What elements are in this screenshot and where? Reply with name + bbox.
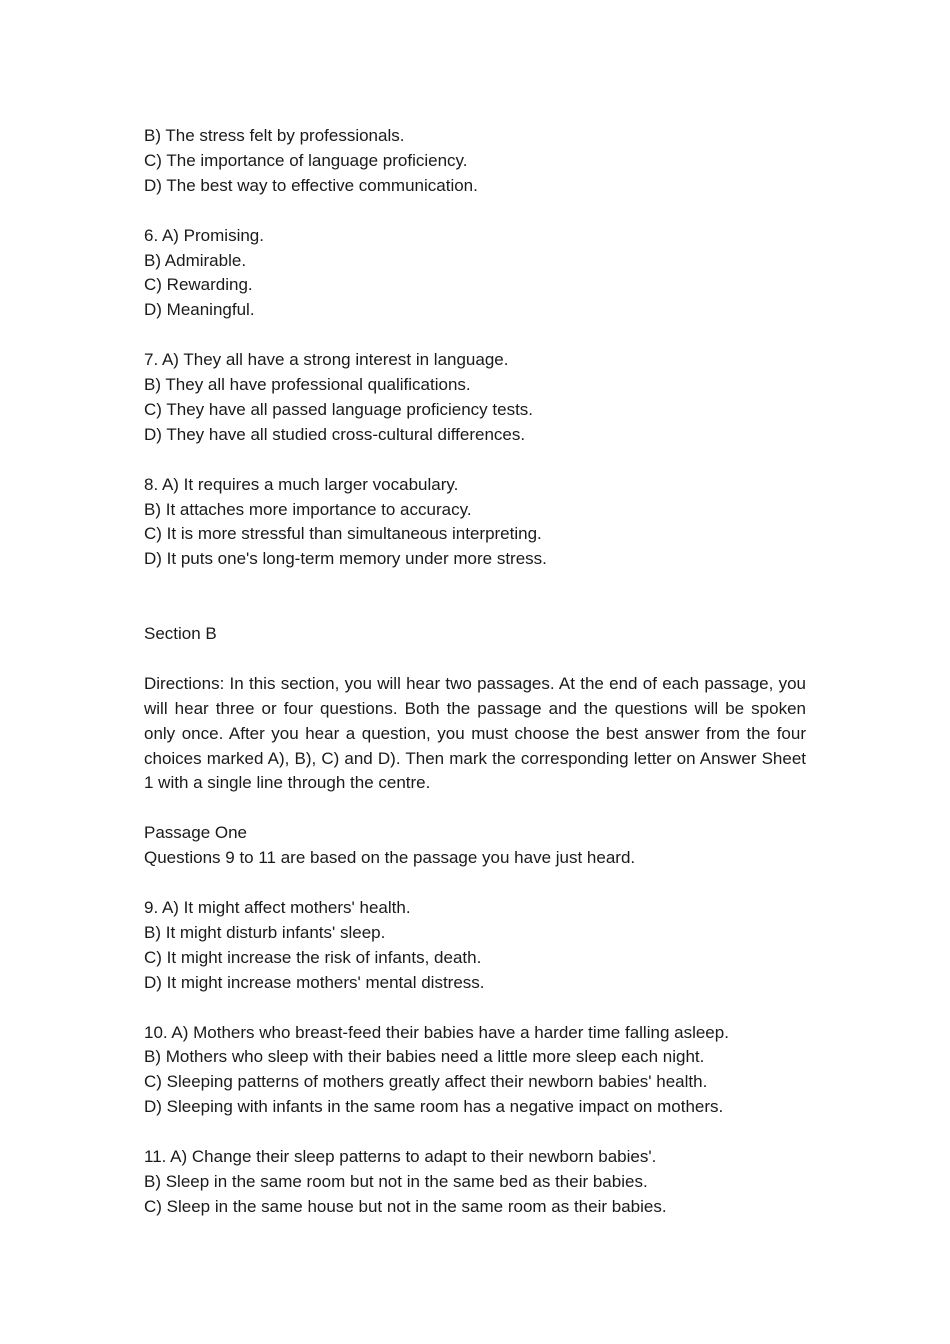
option-7c: C) They have all passed language proficiency tests. [144,399,534,419]
question-9 [144,896,806,996]
option-9b: B) It might disturb infants' sleep. [144,922,386,942]
option-9c: C) It might increase the risk of infants, death. [144,947,482,967]
option-9a: 9. A) It might affect mothers' health. [144,897,411,917]
option-10d: D) Sleeping with infants in the same room has a negative impact on mothers. [144,1097,724,1117]
question-7 [144,348,806,448]
option-9d: D) It might increase mothers' mental distress. [144,972,485,992]
option-8c: C) It is more stressful than simultaneous interpreting. [144,524,542,544]
section-heading: Section B [144,624,217,644]
option-6d: D) Meaningful. [144,300,255,320]
option-11a: 11. A) Change their sleep patterns to adapt to their newborn babies'. [144,1147,657,1167]
question-5-options [144,124,806,199]
directions-paragraph: Directions: In this section, you will hear two passages. At the end of each passage, you will hear three or four questions. Both the passage and the questions will be spoken only once. After you hear a question, you must choose the best answer from the four choices marked A), B), C) and D). Then mark the corresponding letter on Answer Sheet 1 with a single line through the centre. [144,673,806,793]
option-6c: C) Rewarding. [144,275,253,295]
option-6b: B) Admirable. [144,250,247,270]
option-8a: 8. A) It requires a much larger vocabulary. [144,474,459,494]
option-6a: 6. A) Promising. [144,225,264,245]
question-8 [144,473,806,573]
option-10c: C) Sleeping patterns of mothers greatly affect their newborn babies' health. [144,1072,708,1092]
option-5c: C) The importance of language proficiency. [144,150,468,170]
option-5b: B) The stress felt by professionals. [144,126,405,145]
option-7a: 7. A) They all have a strong interest in language. [144,350,509,370]
question-6 [144,224,806,324]
passage-title: Passage One [144,823,248,843]
option-5d: D) The best way to effective communication. [144,175,478,195]
option-8d: D) It puts one's long-term memory under more stress. [144,549,547,569]
question-11 [144,1145,806,1220]
option-8b: B) It attaches more importance to accuracy. [144,499,472,519]
passage-note: Questions 9 to 11 are based on the passage you have just heard. [144,848,636,868]
question-10 [144,1021,806,1121]
option-10a: 10. A) Mothers who breast-feed their babies have a harder time falling asleep. [144,1022,729,1042]
option-7b: B) They all have professional qualifications. [144,375,471,395]
option-11b: B) Sleep in the same room but not in the same bed as their babies. [144,1171,648,1191]
option-11c: C) Sleep in the same house but not in the same room as their babies. [144,1196,667,1216]
option-7d: D) They have all studied cross-cultural differences. [144,424,526,444]
document-page [144,124,806,1220]
option-10b: B) Mothers who sleep with their babies need a little more sleep each night. [144,1047,705,1067]
